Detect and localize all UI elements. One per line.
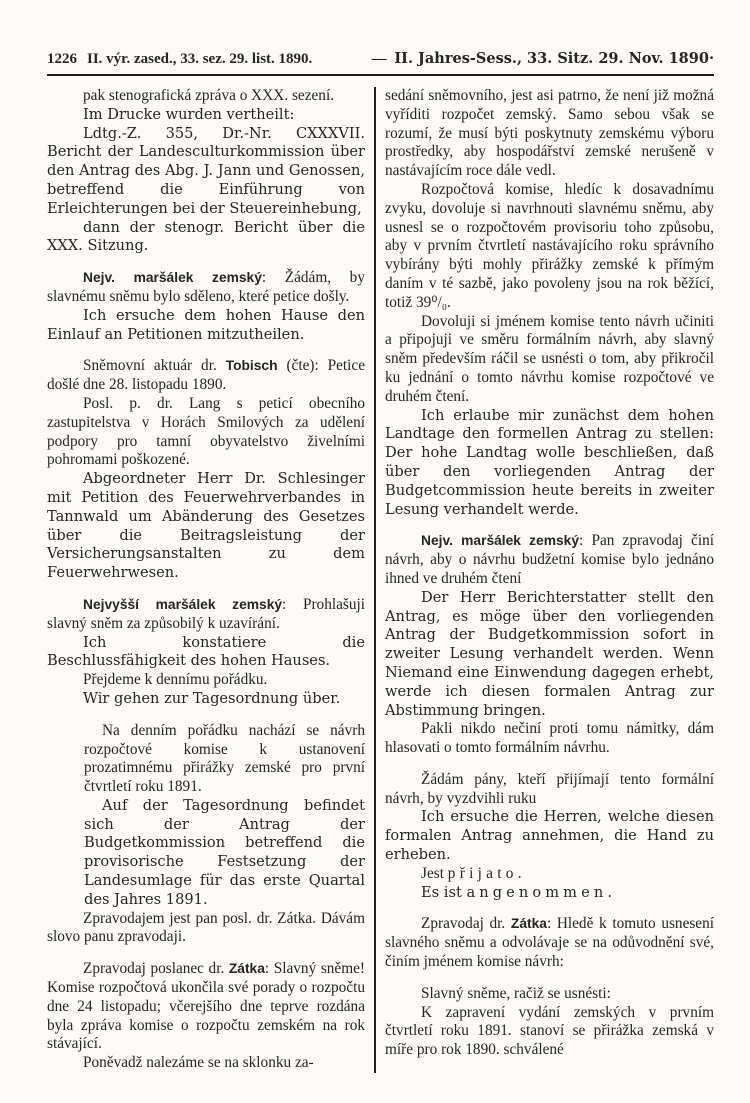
header-czech-group — [47, 51, 312, 68]
text-segment: Ich erlaube mir zunächst dem hohen Landtage den formellen Antrag zu stellen: Der hohe Landtag wolle beschließen, daß über den vorliegenden Antrag der Budgetcommission heute bereits in zweiter Lesung verhandelt werde. — [385, 406, 714, 518]
header-german-group — [368, 50, 714, 68]
text-segment: Přejdeme k dennímu pořádku. — [83, 671, 268, 689]
text-segment: K zapravení vydání zemských v prvním čtvrtletí roku 1891. stanoví se přirážka zemská v míře pro rok 1890. schválené — [385, 1003, 714, 1059]
text-segment: Auf der Tagesordnung befindet sich der Antrag der Budgetkommission betreffend die provisorische Festsetzung der Landesumlage für das erste Quartal des Jahres 1891. — [84, 796, 365, 908]
text-segment: Zpravodajem jest pan posl. dr. Zátka. Dávám slovo panu zpravodaji. — [47, 909, 365, 946]
text-segment: Sněmovní aktuár dr. — [83, 357, 226, 375]
paragraph — [47, 910, 365, 948]
paragraph — [47, 357, 365, 395]
paragraph — [47, 307, 365, 345]
paragraph — [47, 960, 365, 1054]
text-segment: Zpravodaj dr. — [421, 915, 511, 933]
text-segment: : Pan zpravodaj činí návrh, aby o návrhu budžetní komise bylo jednáno ihned ve druhém čtení — [385, 532, 714, 587]
text-segment: Abgeordneter Herr Dr. Schlesinger mit Petition des Feuerwehrverbandes in Tannwald um Abänderung des Gesetzes über die Beitragsleistung der Versicherungsanstalten zu dem Feuerwehrwesen. — [47, 470, 365, 582]
text-columns — [47, 87, 714, 1073]
paragraph — [385, 771, 714, 809]
paragraph — [47, 269, 365, 307]
text-segment: . — [607, 883, 612, 901]
paragraph — [385, 915, 714, 971]
text-segment: (čte): Petice došlé dne 28. listopadu 1890. — [47, 357, 365, 394]
paragraph — [84, 797, 365, 910]
text-segment: Rozpočtová komise, hledíc k dosavadnímu zvyku, dovoluje si navrhnouti slavnému sněmu, aby usnesl se o rozpočtovém provisoriu toho způsobu, aby v prvním čtvrtletí nastávajícího roku správního vybírány býti mohly přirážky zemské k přímým daním v té sazbě, jako povoleny jsou na rok běžící, totiž 39⁰/₀. — [385, 180, 714, 311]
speaker-name: Tobisch — [225, 358, 278, 374]
text-segment: Es ist — [421, 883, 467, 901]
paragraph — [385, 985, 714, 1004]
paragraph — [47, 690, 365, 709]
paragraph — [385, 720, 714, 758]
text-segment: Der Herr Berichterstatter stellt den Antrag, es möge über den vorliegenden Antrag der Budgetkommission sofort in zweiter Lesung verhandelt werden. Wenn Niemand eine Einwendung dagegen erhebt, werde ich diesen formalen Antrag zur Abstimmung bringen. — [385, 588, 714, 719]
paragraph — [385, 87, 714, 181]
paragraph — [385, 407, 714, 520]
paragraph — [385, 808, 714, 864]
text-segment: Posl. p. dr. Lang s peticí obecního zastupitelstva v Horách Smilových za udělení podpory pro tamní obyvatelstvo živelními pohromami poškozené. — [47, 394, 365, 469]
text-segment: sedání sněmovního, jest asi patrno, že není již možná vyříditi rozpočet zemský. Samo sebou však se rozumí, že musí býti poskytnuty zemskému výboru prostředky, aby hospodářství zemské nerušeně v nastávajícím roce dále vedl. — [385, 87, 714, 180]
running-head — [47, 50, 714, 68]
text-segment: Slavný sněme, račiž se usnésti: — [421, 984, 611, 1002]
page-number: 1226 — [47, 51, 77, 67]
right-column column-divider — [374, 87, 714, 1073]
text-segment: Na denním pořádku nachází se návrh rozpočtové komise k ustanovení prozatimnému přirážky zemské pro první čtvrtletí roku 1891. — [84, 721, 365, 796]
text-segment: : Hledě k tomuto usnesení slavného sněmu a odvolávaje se na odůvodnění své, činím jménem komise návrh: — [385, 915, 714, 971]
paragraph — [385, 181, 714, 313]
text-segment: Im Drucke wurden vertheilt: — [83, 105, 295, 123]
paragraph — [47, 671, 365, 690]
left-column — [47, 87, 374, 1073]
paragraph — [385, 532, 714, 588]
paragraph — [385, 313, 714, 407]
text-segment: Ich konstatiere die Beschlussfähigkeit des hohen Hauses. — [47, 633, 365, 670]
paragraph — [47, 1054, 365, 1073]
text-segment: Dovoluji si jménem komise tento návrh učiniti a připojuji ve směru formálním návrh, aby slavný sněm především ráčil se usnésti o tom, aby přikročil ku jednání o tomto návrhu komise rozpočtové ve druhém čtení. — [385, 312, 714, 405]
text-segment: pak stenografická zpráva o XXX. sezení. — [83, 87, 335, 104]
paragraph — [47, 219, 365, 257]
header-session-czech: II. výr. zased., 33. sez. 29. list. 1890. — [87, 51, 313, 67]
text-segment: Pakli nikdo nečiní proti tomu námitky, dám hlasovati o tomto formálním návrhu. — [385, 720, 714, 757]
text-segment: Wir gehen zur Tagesordnung über. — [83, 689, 341, 707]
paragraph — [47, 395, 365, 470]
paragraph — [385, 865, 714, 884]
paragraph — [47, 634, 365, 672]
spaced-text: přijato — [447, 864, 518, 882]
spaced-text: angenommen — [466, 883, 608, 901]
text-segment: : Žádám, by slavnému sněmu bylo sděleno, které petice došly. — [47, 269, 365, 305]
paragraph — [47, 87, 365, 106]
speaker-name: Nejv. maršálek zemský — [83, 270, 262, 286]
text-segment: : Slavný sněme! Komise rozpočtová ukončila své porady o rozpočtu dne 24 listopadu; včerejšího dne teprve rozdána byla zpráva komise o rozpočtu zemském na rok stávající. — [47, 960, 365, 1053]
text-segment: Poněvadž nalezáme se na sklonku za- — [83, 1054, 314, 1072]
paragraph — [47, 596, 365, 634]
text-segment: . — [517, 864, 522, 882]
speaker-name: Zátka — [228, 961, 265, 977]
paragraph — [47, 470, 365, 583]
header-session-german: II. Jahres-Sess., 33. Sitz. 29. Nov. 1890· — [394, 50, 714, 67]
text-segment: : Prohlašuji slavný sněm za způsobilý k uzavírání. — [47, 595, 365, 632]
text-segment: Ich ersuche die Herren, welche diesen formalen Antrag annehmen, die Hand zu erheben. — [385, 808, 714, 864]
text-segment: Zpravodaj poslanec dr. — [83, 960, 229, 978]
paragraph — [84, 722, 365, 797]
speaker-name: Zátka — [510, 916, 547, 932]
paragraph — [385, 884, 714, 903]
header-separator: — — [371, 51, 387, 67]
text-segment: dann der stenogr. Bericht über die XXX. Sitzung. — [47, 218, 365, 255]
text-segment: Ich ersuche dem hohen Hause den Einlauf an Petitionen mitzutheilen. — [47, 306, 365, 343]
speaker-name: Nejvyšší maršálek zemský — [83, 596, 283, 612]
paragraph — [47, 125, 365, 219]
text-segment: Žádám pány, kteří přijímají tento formální návrh, by vyzdvihli ruku — [385, 770, 714, 807]
header-rule — [47, 74, 714, 76]
speaker-name: Nejv. maršálek zemský — [421, 533, 580, 549]
text-segment: Jest — [421, 864, 448, 882]
paragraph — [385, 1004, 714, 1060]
paragraph — [47, 106, 365, 125]
text-segment: Ldtg.-Z. 355, Dr.-Nr. CXXXVII. Bericht der Landesculturkommission über den Antrag des Abg. J. Jann und Genossen, betreffend die Einführung von Erleichterungen bei der Steuereinhebung, — [47, 124, 365, 217]
paragraph — [385, 589, 714, 721]
